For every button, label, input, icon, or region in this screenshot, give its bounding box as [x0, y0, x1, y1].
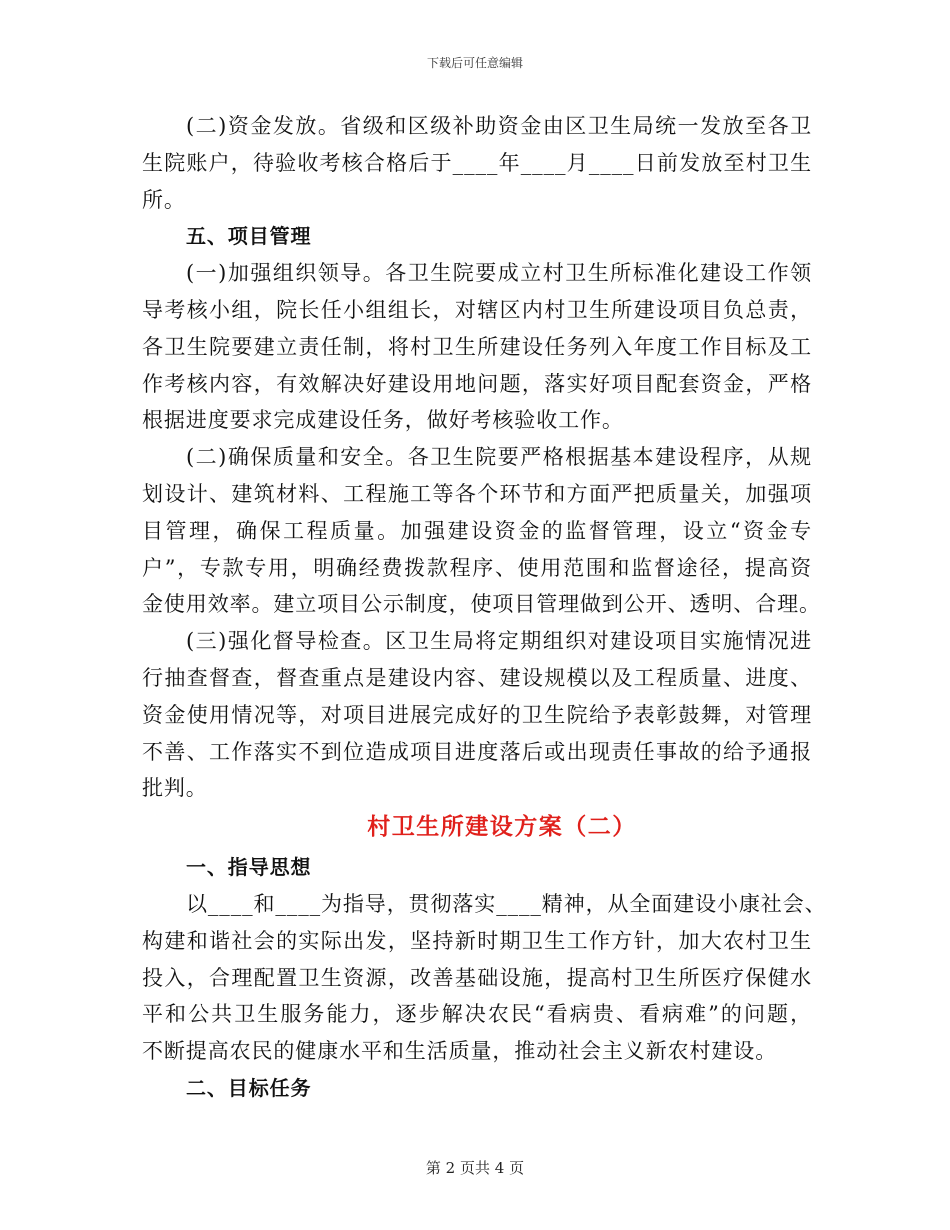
text-line: (二)确保质量和安全。各卫生院要严格根据基本建设程序，从规 — [186, 445, 812, 470]
text-line: 批判。 — [142, 776, 208, 801]
page-footer: 第 2 页共 4 页 — [425, 1159, 525, 1177]
text-line: 划设计、建筑材料、工程施工等各个环节和方面严把质量关，加强项 — [142, 481, 812, 506]
text-line: 导考核小组，院长任小组组长，对辖区内村卫生所建设项目负总责， — [142, 297, 812, 322]
text-line: 不善、工作落实不到位造成项目进度落后或出现责任事故的给予通报 — [142, 739, 812, 764]
section-heading-project-management: 五、项目管理 — [186, 224, 312, 249]
text-line: (二)资金发放。省级和区级补助资金由区卫生局统一发放至各卫 — [186, 114, 812, 138]
text-line: 根据进度要求完成建设任务，做好考核验收工作。 — [142, 408, 624, 433]
section-heading-guiding-ideology: 一、指导思想 — [186, 855, 312, 880]
text-line: 作考核内容，有效解决好建设用地问题，落实好项目配套资金，严格 — [142, 371, 812, 396]
header-note: 下载后可任意编辑 — [426, 56, 523, 70]
text-line: 户”，专款专用，明确经费拨款程序、使用范围和监督途径，提高资 — [142, 555, 812, 580]
document-title: 村卫生所建设方案（二） — [367, 813, 637, 841]
text-line: 资金使用情况等，对项目进展完成好的卫生院给予表彰鼓舞，对管理 — [142, 702, 812, 727]
text-line: (三)强化督导检查。区卫生局将定期组织对建设项目实施情况进 — [186, 629, 812, 654]
text-line: 不断提高农民的健康水平和生活质量，推动社会主义新农村建设。 — [142, 1039, 778, 1064]
text-line: 所。 — [142, 187, 186, 212]
text-line: 行抽查督查，督查重点是建设内容、建设规模以及工程质量、进度、 — [142, 665, 812, 690]
text-line: 生院账户，待验收考核合格后于____年____月____日前发放至村卫生 — [142, 150, 812, 175]
text-line: 构建和谐社会的实际出发，坚持新时期卫生工作方针，加大农村卫生 — [142, 928, 812, 953]
text-line: 金使用效率。建立项目公示制度，使项目管理做到公开、透明、合理。 — [142, 592, 821, 617]
text-line: 目管理，确保工程质量。加强建设资金的监督管理，设立“资金专 — [142, 518, 812, 543]
paragraph-guiding-ideology — [142, 886, 827, 1070]
paragraph-fund-distribution — [142, 108, 812, 218]
paragraph-organization — [142, 255, 812, 439]
paragraph-supervision — [142, 623, 812, 807]
text-line: 以____和____为指导，贯彻落实____精神，从全面建设小康社会、 — [186, 891, 827, 916]
section-heading-targets: 二、目标任务 — [186, 1075, 312, 1100]
text-line: 各卫生院要建立责任制，将村卫生所建设任务列入年度工作目标及工 — [142, 334, 812, 359]
paragraph-quality-safety — [142, 439, 821, 623]
text-line: (一)加强组织领导。各卫生院要成立村卫生所标准化建设工作领 — [186, 261, 812, 286]
document-body — [142, 108, 827, 1107]
text-line: 平和公共卫生服务能力，逐步解决农民“看病贵、看病难”的问题， — [142, 1002, 812, 1027]
text-line: 投入，合理配置卫生资源，改善基础设施，提高村卫生所医疗保健水 — [142, 965, 812, 990]
